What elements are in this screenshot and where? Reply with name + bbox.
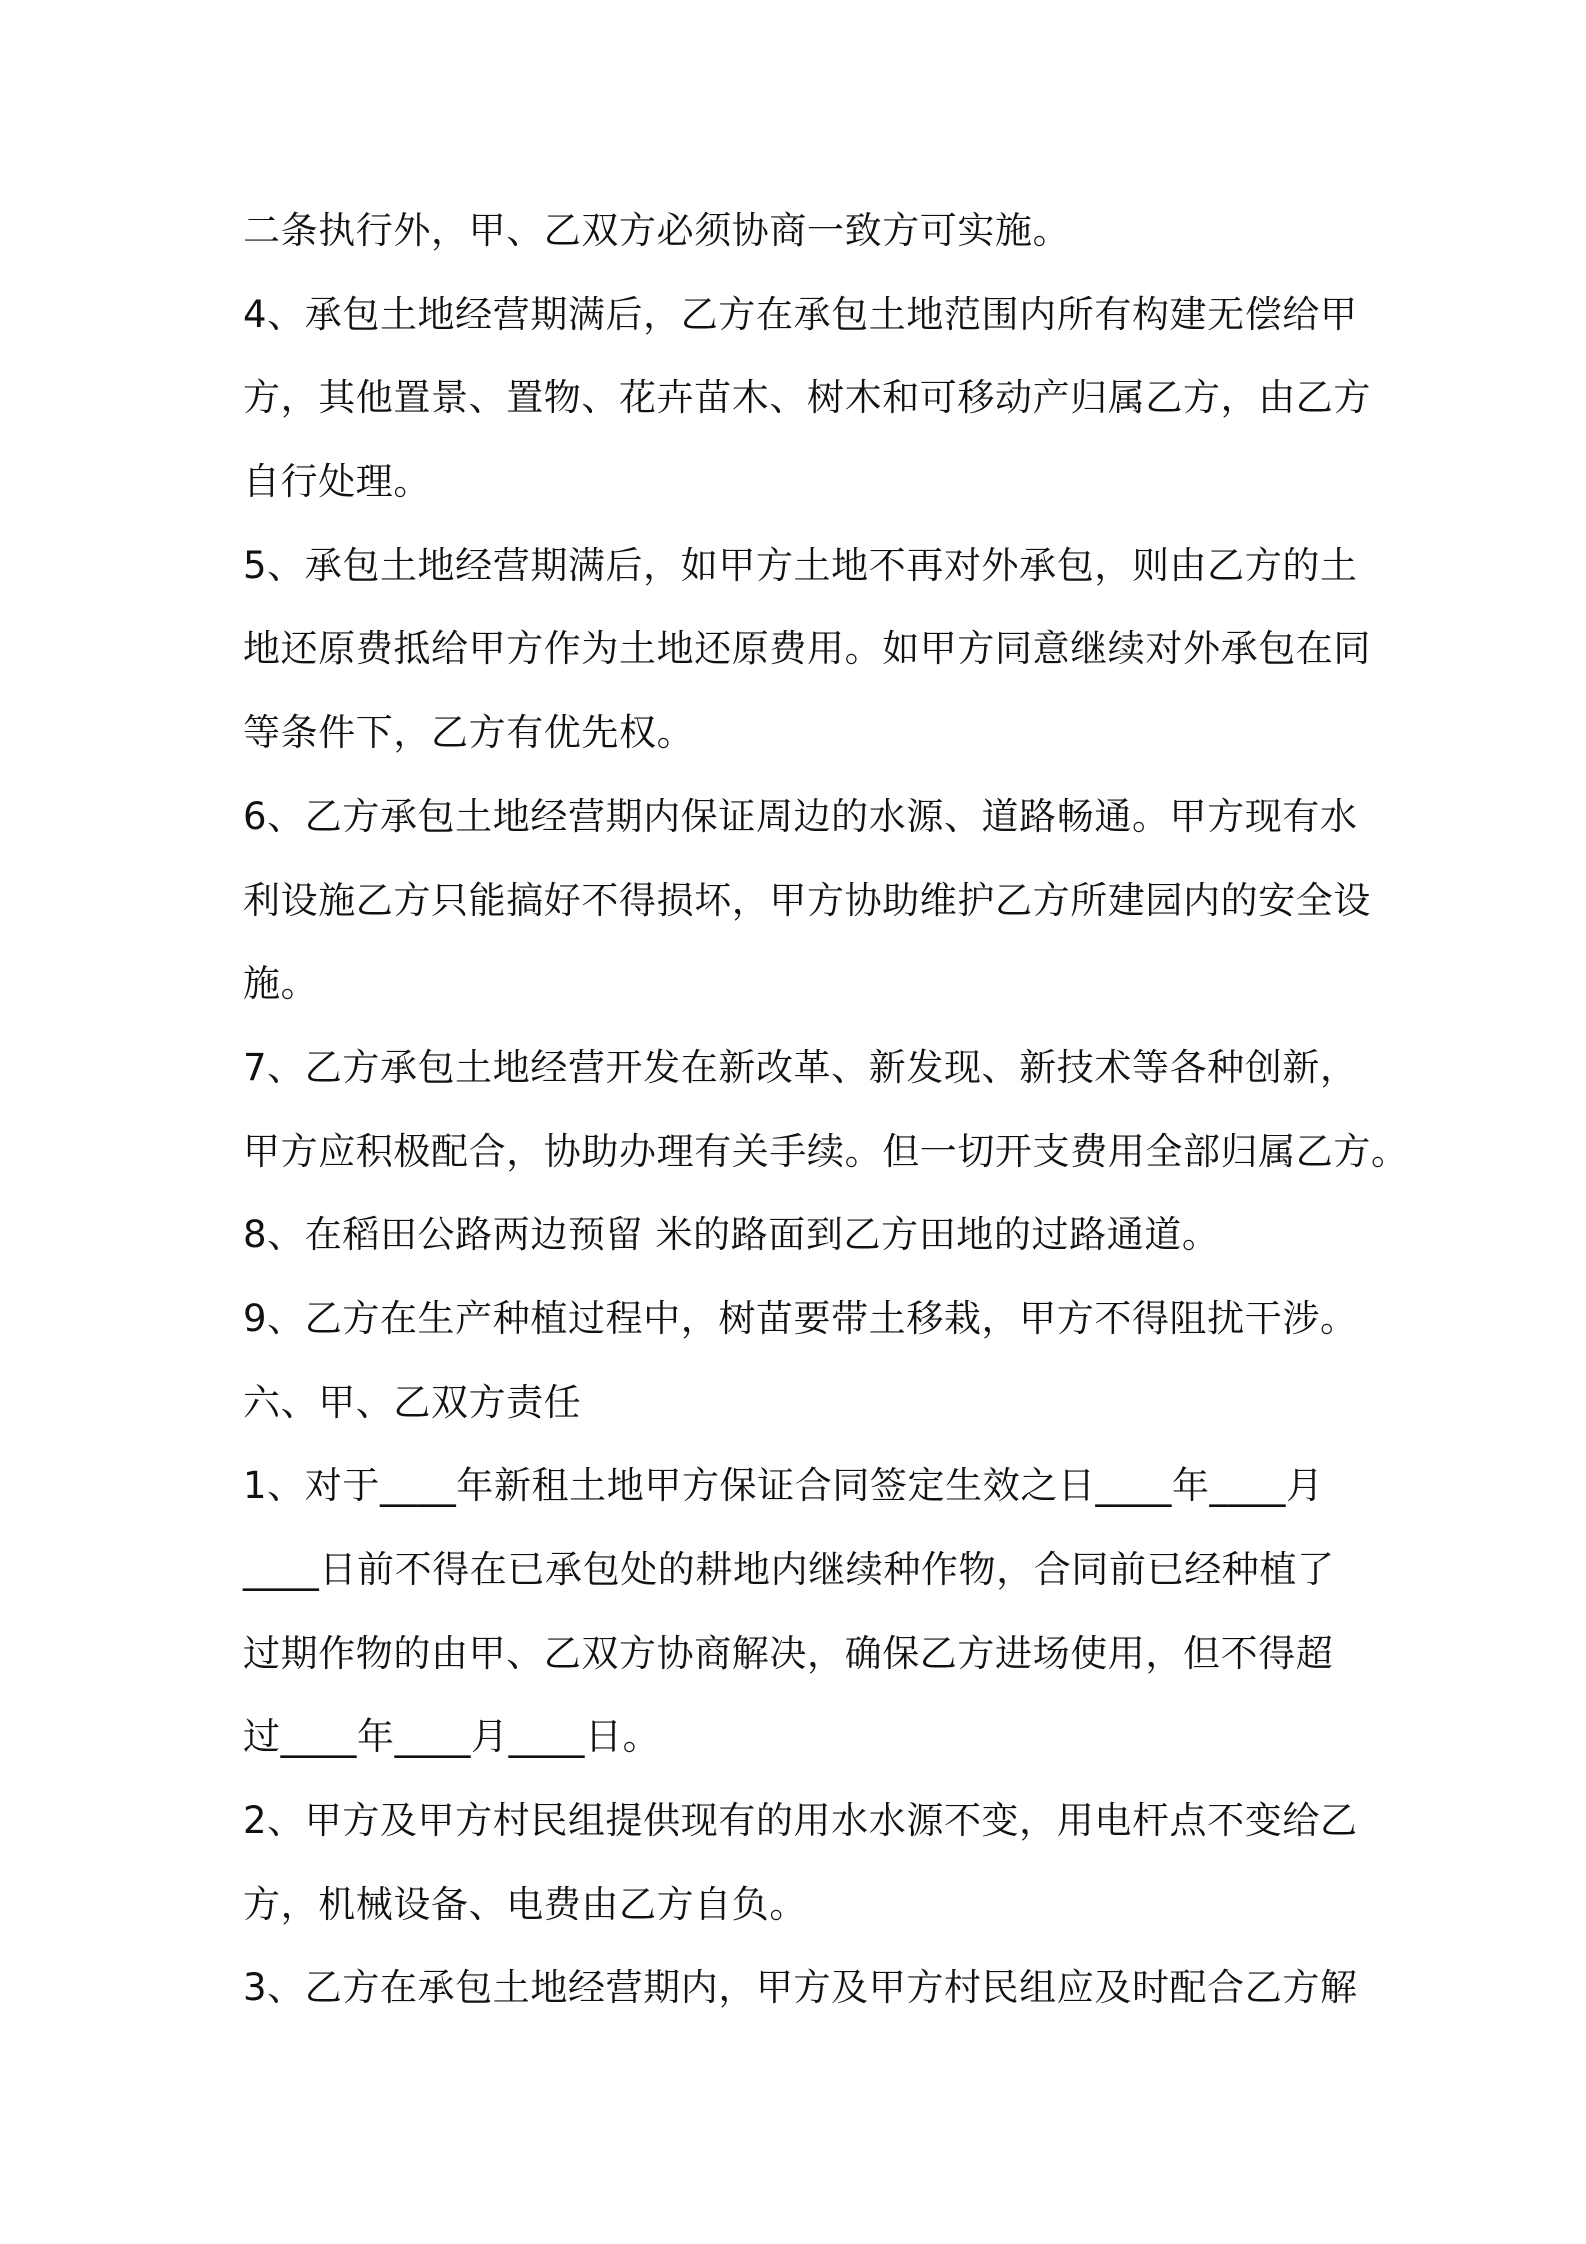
text-line: 过期作物的由甲、乙双方协商解决，确保乙方进场使用，但不得超 [243, 1631, 1334, 1675]
text-line: 利设施乙方只能搞好不得损坏，甲方协助维护乙方所建园内的安全设 [243, 878, 1371, 922]
text-line: 8、在稻田公路两边预留 米的路面到乙方田地的过路通道。 [243, 1213, 1220, 1257]
text-line: 2、甲方及甲方村民组提供现有的用水水源不变，用电杆点不变给乙 [243, 1799, 1358, 1843]
text-line: 7、乙方承包土地经营开发在新改革、新发现、新技术等各种创新， [243, 1045, 1358, 1089]
text-line: 6、乙方承包土地经营期内保证周边的水源、道路畅通。甲方现有水 [243, 794, 1358, 838]
document-body [243, 202, 1409, 2043]
text-line: 过____年____月____日。 [243, 1715, 661, 1759]
text-line: 4、承包土地经营期满后，乙方在承包土地范围内所有构建无偿给甲 [243, 292, 1358, 336]
text-line: 1、对于____年新租土地甲方保证合同签定生效之日____年____月 [243, 1464, 1324, 1508]
text-line: 甲方应积极配合，协助办理有关手续。但一切开支费用全部归属乙方。 [243, 1129, 1409, 1173]
text-line: 方，其他置景、置物、花卉苗木、树木和可移动产归属乙方，由乙方 [243, 376, 1371, 420]
text-line: 9、乙方在生产种植过程中，树苗要带土移栽，甲方不得阻扰干涉。 [243, 1296, 1358, 1340]
text-line: 方，机械设备、电费由乙方自负。 [243, 1882, 807, 1926]
text-line: 地还原费抵给甲方作为土地还原费用。如甲方同意继续对外承包在同 [243, 627, 1371, 671]
text-line: 等条件下，乙方有优先权。 [243, 711, 695, 755]
text-line: 自行处理。 [243, 460, 431, 504]
text-line: 施。 [243, 962, 319, 1006]
text-line: 3、乙方在承包土地经营期内，甲方及甲方村民组应及时配合乙方解 [243, 1966, 1358, 2010]
section-heading: 六、甲、乙双方责任 [243, 1380, 582, 1424]
text-line: 二条执行外，甲、乙双方必须协商一致方可实施。 [243, 209, 1071, 252]
text-line: ____日前不得在已承包处的耕地内继续种作物，合同前已经种植了 [243, 1548, 1335, 1591]
text-line: 5、承包土地经营期满后，如甲方土地不再对外承包，则由乙方的土 [243, 543, 1358, 587]
